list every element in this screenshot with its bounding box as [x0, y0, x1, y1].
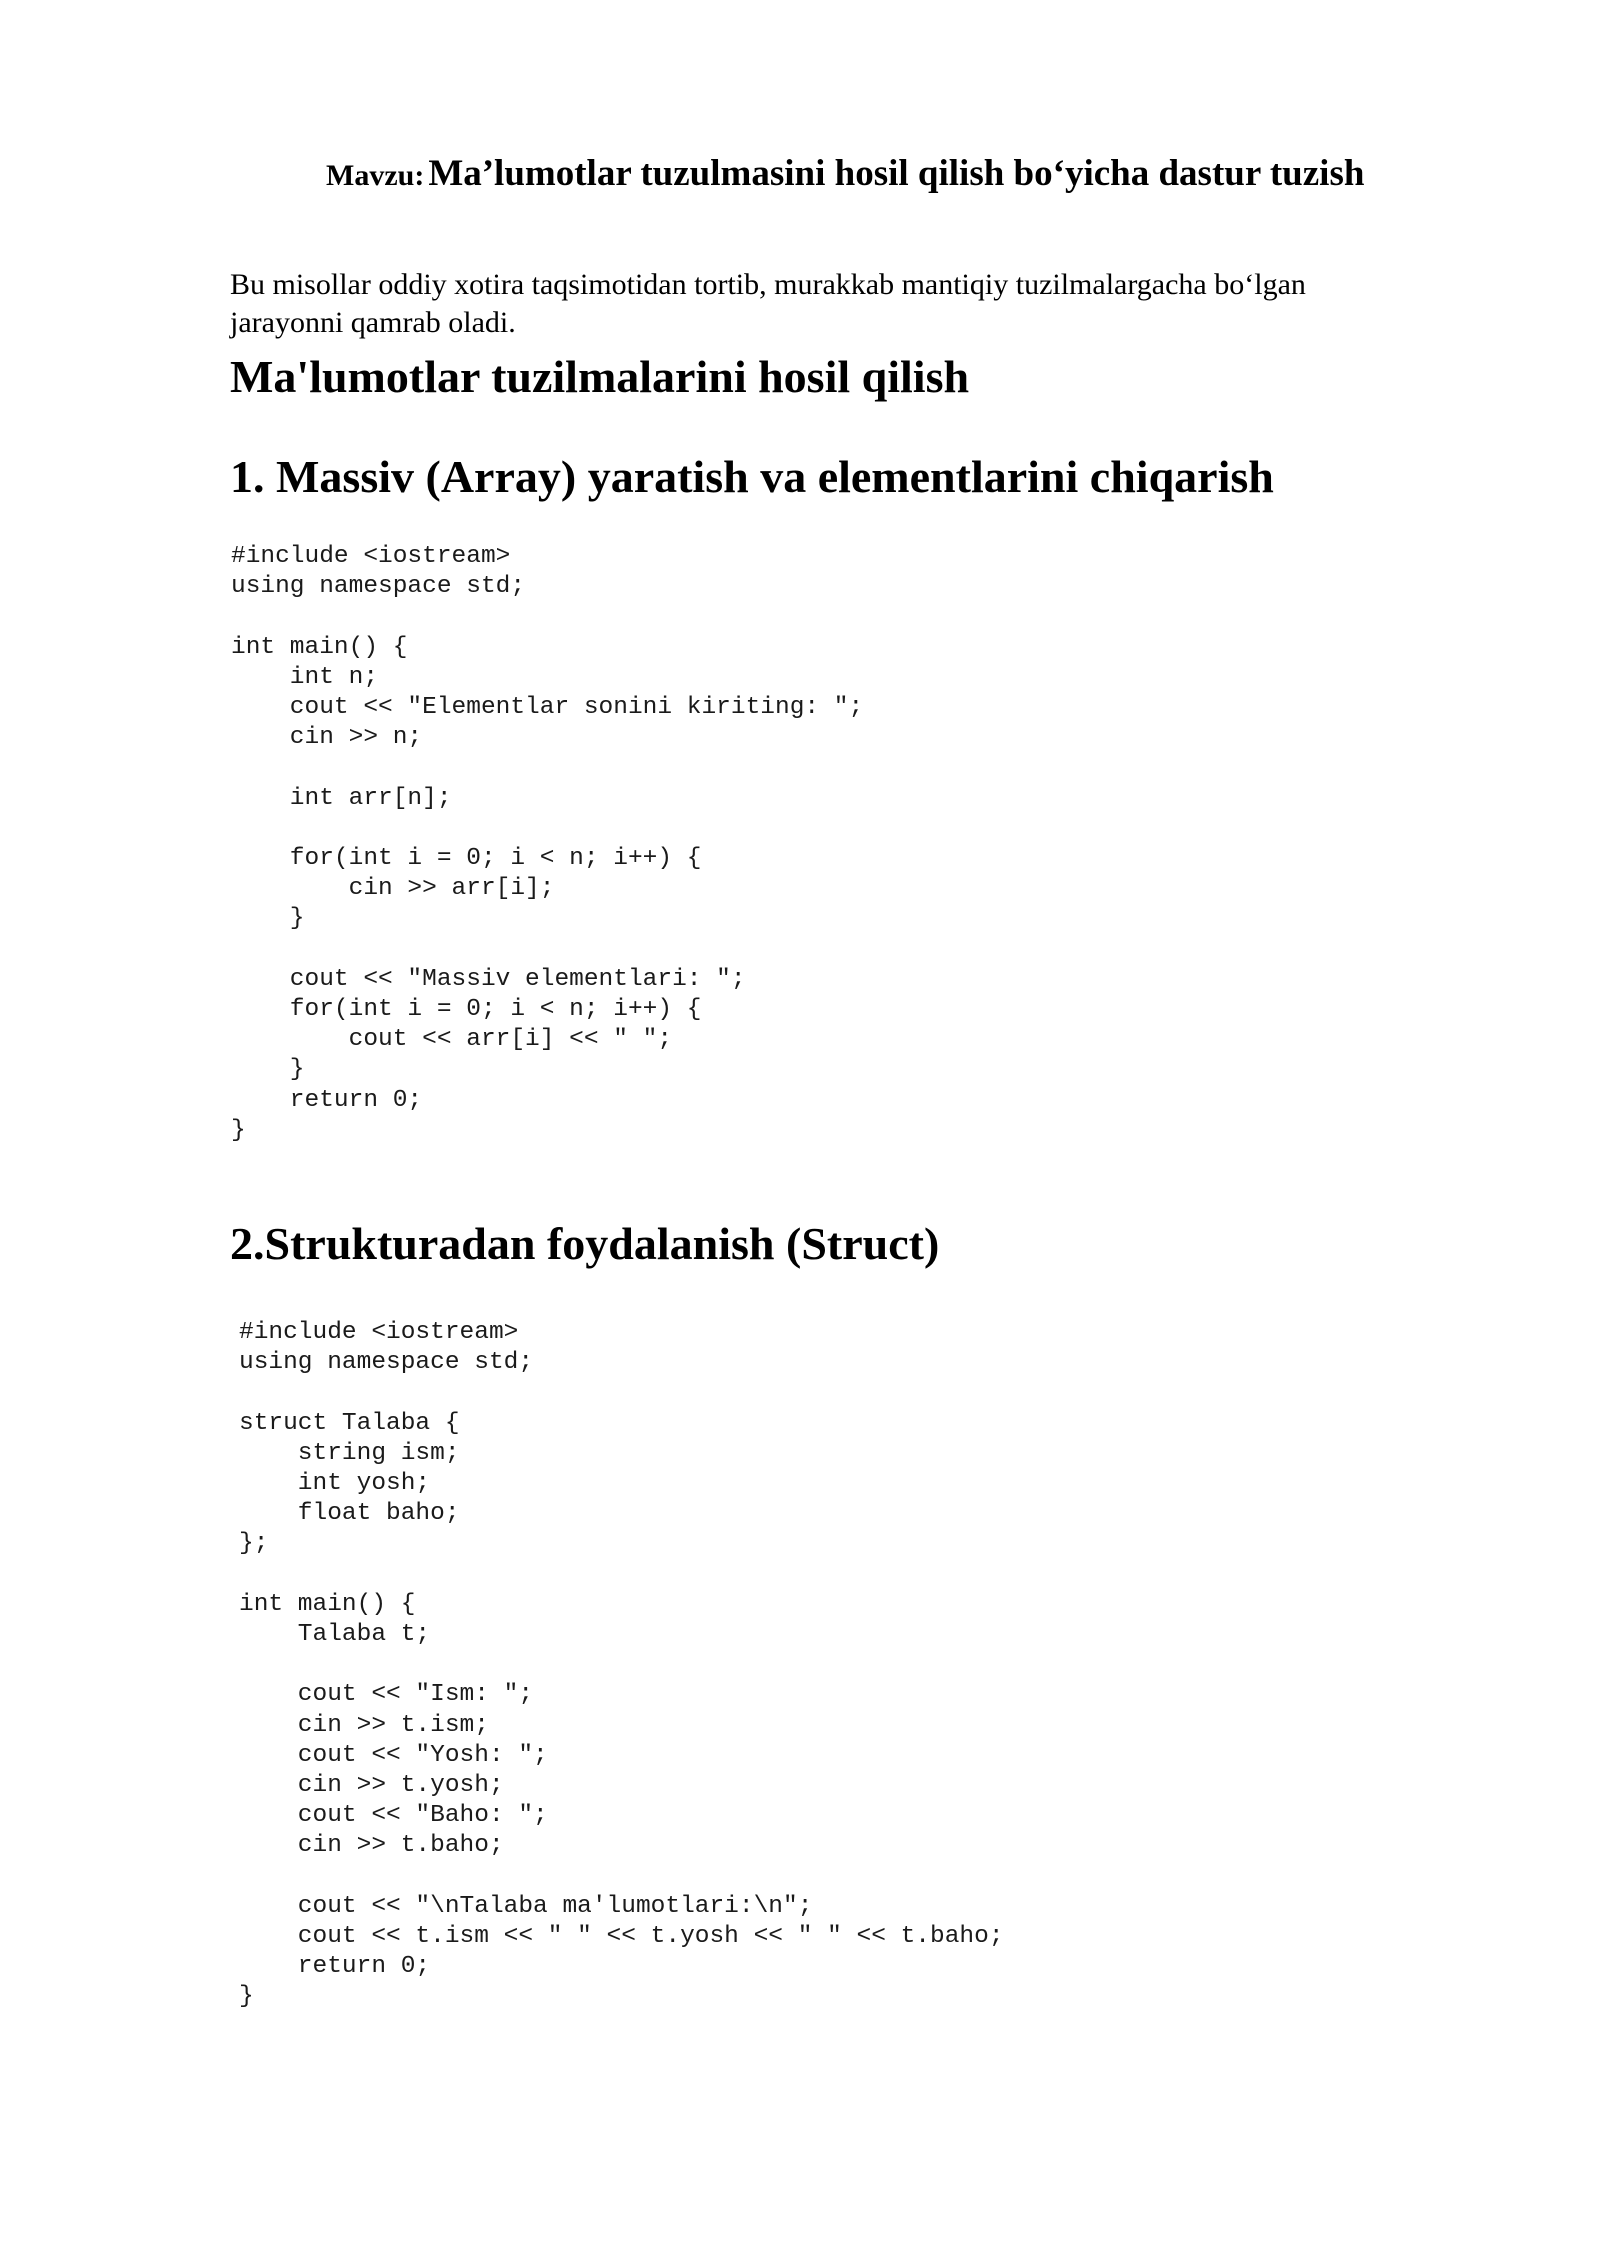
section-heading-struct: 2.Strukturadan foydalanish (Struct) [230, 1218, 940, 1269]
title-prefix: Mavzu: [326, 159, 425, 192]
code-block-struct: #include <iostream> using namespace std; struct Talaba { string ism; int yosh; float baho; }; int main() { Talaba t; cout << "Ism: "; cin >> t.ism; cout << "Yosh: "; cin >> t.yosh; cout << "Baho: "; cin >> t.baho; cout << "\nTalaba ma'lumotlari:\n"; cout << t.ism << " " << t.yosh << " " << t.baho; return 0; } [239, 1319, 1004, 2011]
code-block-array: #include <iostream> using namespace std; int main() { int n; cout << "Elementlar sonini kiriting: "; cin >> n; int arr[n]; for(int i = 0; i < n; i++) { cin >> arr[i]; } cout << "Massiv elementlari: "; for(int i = 0; i < n; i++) { cout << arr[i] << " "; } return 0; } [231, 543, 864, 1144]
title-text: Ma’lumotlar tuzulmasini hosil qilish bo‘yicha dastur tuzish [428, 153, 1365, 194]
main-heading: Ma'lumotlar tuzilmalarini hosil qilish [230, 351, 970, 402]
page-title [326, 152, 1476, 195]
section-heading-array: 1. Massiv (Array) yaratish va elementlarini chiqarish [230, 451, 1274, 502]
intro-paragraph: Bu misollar oddiy xotira taqsimotidan tortib, murakkab mantiqiy tuzilmalargacha bo‘lgan jarayonni qamrab oladi. [230, 268, 1306, 339]
